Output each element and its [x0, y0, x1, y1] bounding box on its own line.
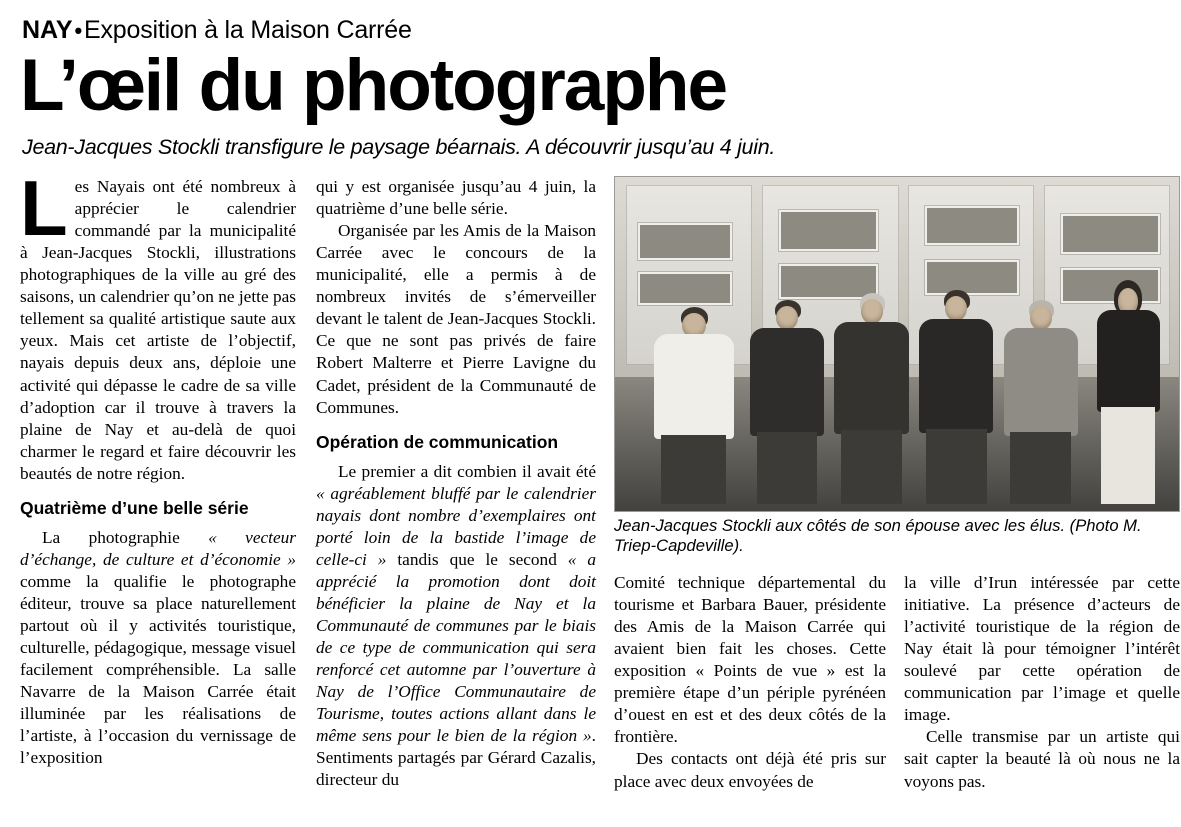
column-4 — [904, 572, 1180, 792]
legs — [926, 429, 987, 505]
subheading-quatrieme: Quatrième d’une belle série — [20, 497, 249, 518]
torso — [1097, 310, 1160, 411]
torso — [1004, 328, 1078, 436]
framed-photo — [638, 272, 732, 305]
paragraph-text: La photographie — [42, 527, 209, 547]
paragraph-text: la ville d’Irun intéressée par cette initiative. La présence d’acteurs de l’activité touristique de la région de Nay était là pour témoigner l’intérêt soulevé par cette opération de communication par l’image et quelle image. — [904, 573, 1180, 725]
framed-photo — [1061, 214, 1161, 253]
paragraph — [316, 461, 596, 792]
person-figure — [829, 297, 914, 504]
framed-photo — [925, 206, 1019, 245]
paragraph-text: es Nayais ont été nombreux à apprécier le calendrier commandé par la municipalité à Jean-Jacques Stockli, illustrations photographiques de la ville au gré des saisons, un calendrier qu’on ne jette pas tellement sa qualité artistique saute aux yeux. Mais cet artiste de l’objectif, nayais depuis deux ans, déploie une activité qui dépasse le cadre de sa ville d’adoption car il trouve à travers la plaine de Nay et au-delà de quoi charmer le regard et faire découvrir les beautés de notre région. — [20, 177, 296, 483]
torso — [654, 334, 733, 439]
paragraph-text: . Sentiments partagés par Gérard Cazalis, directeur du — [316, 726, 596, 790]
person-figure — [649, 311, 739, 505]
column-1 — [20, 164, 296, 769]
kicker-location: NAY — [22, 16, 73, 44]
framed-photo — [779, 264, 879, 299]
paragraph-quote: « vecteur d’échange, de culture et d’économie » — [20, 527, 296, 569]
person-figure — [1089, 284, 1168, 504]
legs — [661, 435, 726, 505]
paragraph-text: Le premier a dit combien il avait été — [338, 461, 596, 481]
paragraph — [904, 726, 1180, 792]
head — [1030, 306, 1052, 330]
paragraph — [614, 572, 886, 748]
standfirst: Jean-Jacques Stockli transfigure le paysage béarnais. A découvrir jusqu’au 4 juin. — [22, 135, 776, 160]
legs — [1010, 432, 1071, 504]
framed-photo — [779, 210, 879, 251]
framed-photo — [925, 260, 1019, 295]
paragraph-text: comme la qualifie le photographe éditeur, trouve sa place naturellement partout où il y activités touristique, culturelle, pédagogique, message visuel facilement compréhensible. La salle Navarre de la Maison Carrée était illuminée par les réalisations de l’artiste, à l’occasion du vernissage de l’exposition — [20, 571, 296, 768]
paragraph-text: tandis que le second — [386, 549, 568, 569]
paragraph — [614, 748, 886, 792]
column-3 — [614, 572, 886, 792]
paragraph — [20, 527, 296, 770]
paragraph-text: Celle transmise par un artiste qui sait capter la beauté là où nous ne la voyons pas. — [904, 727, 1180, 791]
torso — [919, 319, 993, 433]
paragraph — [316, 176, 596, 220]
head — [861, 299, 883, 324]
legs — [841, 430, 902, 505]
kicker-subject: Exposition à la Maison Carrée — [84, 16, 412, 44]
paragraph-text: Des contacts ont déjà été pris sur place avec deux envoyées de — [614, 749, 886, 791]
person-figure — [999, 304, 1084, 504]
column-2 — [316, 176, 596, 791]
kicker — [22, 16, 1165, 45]
legs — [1101, 407, 1155, 504]
paragraph — [904, 572, 1180, 726]
legs — [757, 432, 818, 504]
torso — [834, 322, 908, 434]
kicker-bullet: • — [74, 18, 83, 43]
paragraph-text: Comité technique départemental du tourisme et Barbara Bauer, présidente des Amis de la Maison Carrée qui avaient bien fait les choses. Cette exposition « Points de vue » est la première étape d’un périple pyrénéen d’ouest en est et des deux côtés de la frontière. — [614, 573, 886, 747]
subheading-operation: Opération de communication — [316, 431, 559, 452]
torso — [750, 328, 824, 436]
paragraph-quote: « agréablement bluffé par le calendrier nayais dont nombre d’exemplaires ont porté loin de la bastide l’image de celle-ci » — [316, 483, 596, 569]
paragraph-quote: « a apprécié la promotion dont doit bénéficier la plaine de Nay et la Communauté de communes par le biais de ce type de communication qui sera renforcé cet automne par l’ouverture à Nay de l’Office Communautaire de Tourisme, toutes actions allant dans le même sens pour le bien de la région » — [316, 549, 596, 746]
head — [776, 306, 798, 330]
paragraph — [20, 164, 296, 485]
person-figure — [914, 294, 999, 504]
dropcap: L — [20, 164, 68, 253]
exhibition-group-photo — [614, 176, 1180, 512]
page-title: L’œil du photographe — [20, 45, 727, 126]
paragraph-text: qui y est organisée jusqu’au 4 juin, la quatrième d’une belle série. — [316, 177, 596, 219]
paragraph — [316, 220, 596, 418]
article-body — [16, 164, 1180, 796]
person-figure — [745, 304, 830, 504]
paragraph-text: Organisée par les Amis de la Maison Carrée avec le concours de la municipalité, elle a permis à de nombreux invités de s’émerveiller devant le talent de Jean-Jacques Stockli. Ce que ne sont pas privés de faire Robert Malterre et Pierre Lavigne du Cadet, président de la Communauté de Communes. — [316, 221, 596, 417]
head — [945, 296, 967, 321]
photo-caption: Jean-Jacques Stockli aux côtés de son épouse avec les élus. (Photo M. Triep-Capdeville). — [614, 516, 1142, 555]
framed-photo — [638, 223, 732, 260]
